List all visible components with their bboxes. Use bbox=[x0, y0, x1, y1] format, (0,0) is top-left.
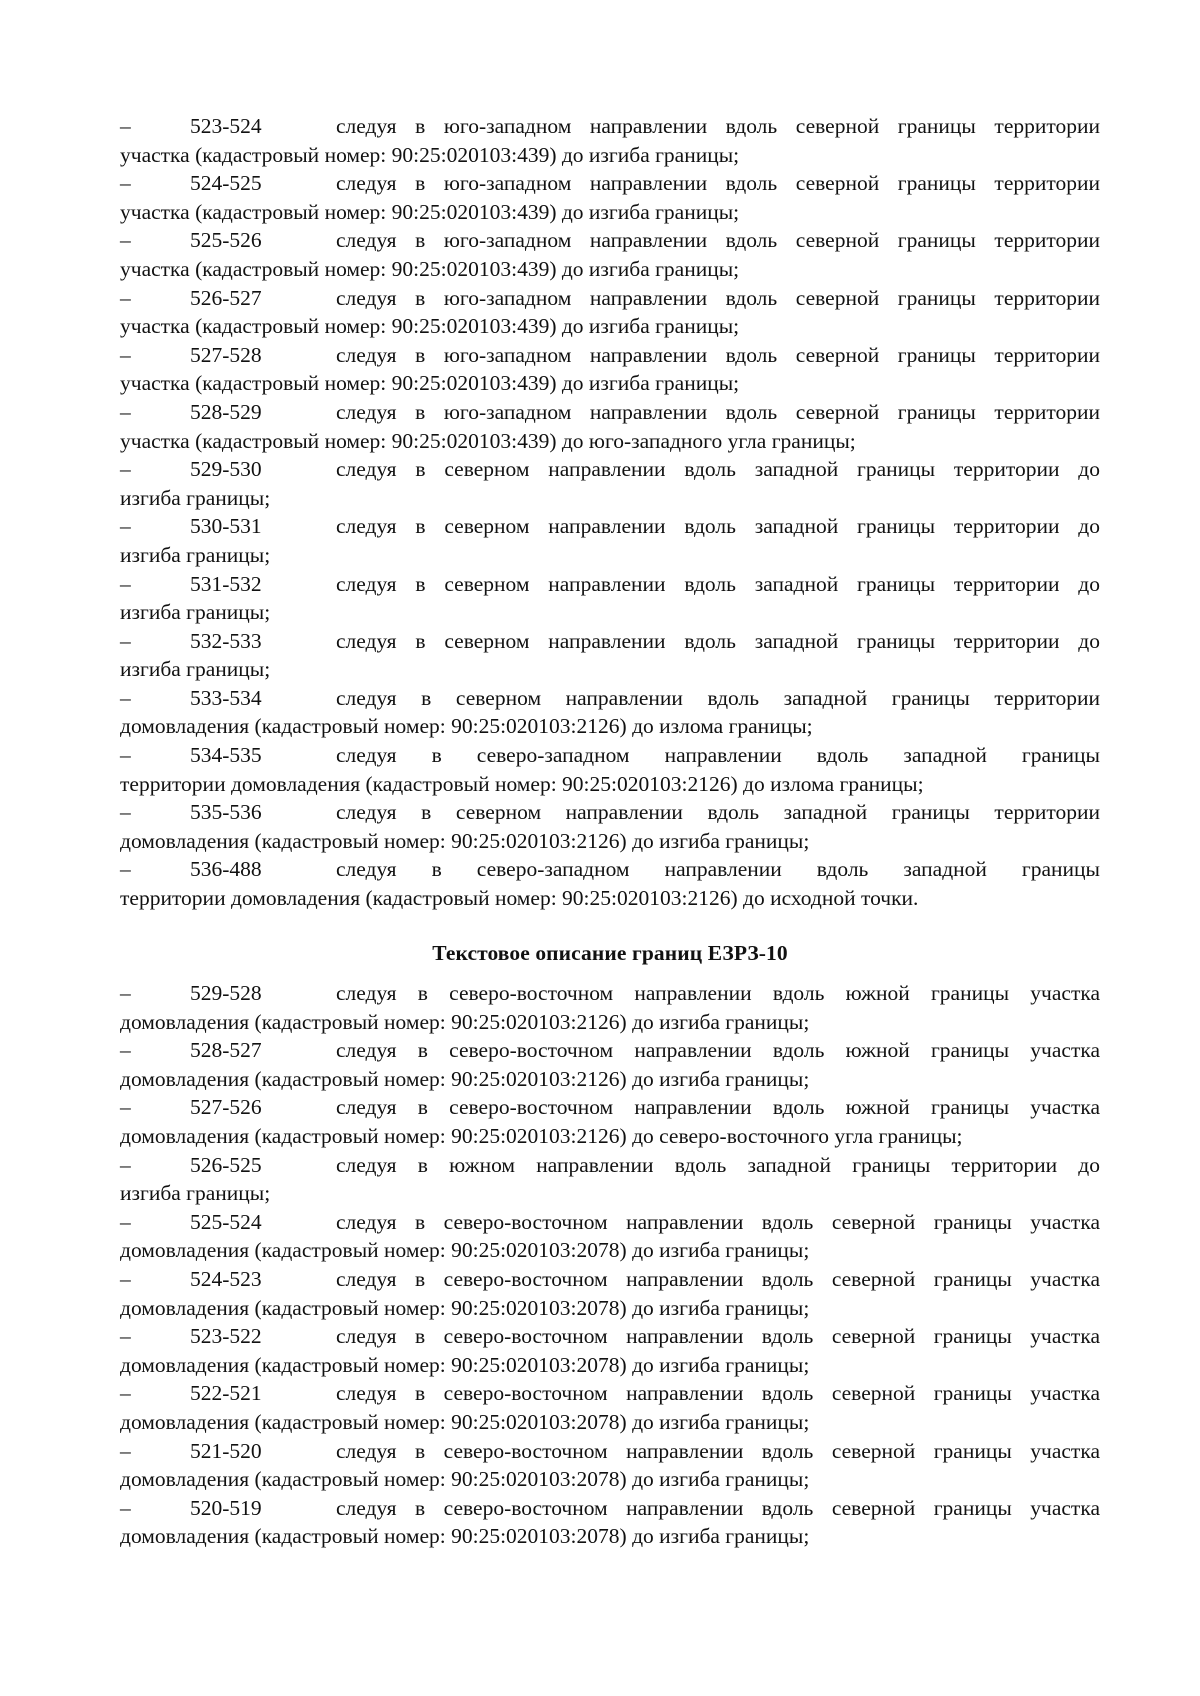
segment-points: 528-529 bbox=[190, 399, 262, 424]
boundary-list-1 bbox=[120, 112, 1100, 913]
segment-points: 524-523 bbox=[190, 1266, 262, 1291]
segment-points: 526-527 bbox=[190, 285, 262, 310]
segment-description-line2: территории домовладения (кадастровый номер: 90:25:020103:2126) до излома границы; bbox=[120, 771, 924, 796]
boundary-entry bbox=[120, 1265, 1100, 1322]
dash-marker: – bbox=[120, 228, 131, 253]
segment-points: 523-522 bbox=[190, 1324, 262, 1349]
dash-marker: – bbox=[120, 171, 131, 196]
segment-points: 523-524 bbox=[190, 114, 262, 138]
boundary-entry bbox=[120, 226, 1100, 283]
boundary-entry bbox=[120, 798, 1100, 855]
segment-description-line2: домовладения (кадастровый номер: 90:25:020103:2126) до изгиба границы; bbox=[120, 1066, 810, 1091]
segment-points: 525-526 bbox=[190, 228, 262, 253]
segment-description-line1: следуя в северо-восточном направлении вдоль северной границы участка bbox=[336, 1438, 1100, 1463]
dash-marker: – bbox=[120, 1381, 131, 1406]
segment-description-line1: следуя в юго-западном направлении вдоль северной границы территории bbox=[336, 228, 1100, 253]
boundary-entry bbox=[120, 1036, 1100, 1093]
segment-description-line1: следуя в северном направлении вдоль западной границы территории до bbox=[336, 514, 1100, 539]
segment-points: 520-519 bbox=[190, 1495, 262, 1520]
segment-description-line2: домовладения (кадастровый номер: 90:25:020103:2126) до северо-восточного угла границы; bbox=[120, 1123, 963, 1148]
segment-description-line2: участка (кадастровый номер: 90:25:020103:439) до изгиба границы; bbox=[120, 199, 740, 224]
segment-description-line2: участка (кадастровый номер: 90:25:020103:439) до изгиба границы; bbox=[120, 314, 740, 339]
boundary-entry bbox=[120, 684, 1100, 741]
dash-marker: – bbox=[120, 857, 131, 882]
segment-points: 527-526 bbox=[190, 1095, 262, 1120]
dash-marker: – bbox=[120, 743, 131, 768]
boundary-entry bbox=[120, 169, 1100, 226]
segment-description-line1: следуя в северо-восточном направлении вдоль северной границы участка bbox=[336, 1381, 1100, 1406]
segment-description-line2: участка (кадастровый номер: 90:25:020103:439) до изгиба границы; bbox=[120, 142, 740, 167]
boundary-entry bbox=[120, 455, 1100, 512]
dash-marker: – bbox=[120, 285, 131, 310]
dash-marker: – bbox=[120, 1038, 131, 1063]
dash-marker: – bbox=[120, 1438, 131, 1463]
segment-points: 527-528 bbox=[190, 342, 262, 367]
segment-description-line2: домовладения (кадастровый номер: 90:25:020103:2078) до изгиба границы; bbox=[120, 1467, 810, 1492]
dash-marker: – bbox=[120, 114, 131, 138]
segment-description-line2: изгиба границы; bbox=[120, 542, 271, 567]
segment-description-line1: следуя в северном направлении вдоль западной границы территории до bbox=[336, 571, 1100, 596]
segment-points: 524-525 bbox=[190, 171, 262, 196]
segment-points: 534-535 bbox=[190, 743, 262, 768]
segment-description-line2: домовладения (кадастровый номер: 90:25:020103:2078) до изгиба границы; bbox=[120, 1409, 810, 1434]
segment-description-line1: следуя в юго-западном направлении вдоль северной границы территории bbox=[336, 171, 1100, 196]
boundary-entry bbox=[120, 112, 1100, 169]
dash-marker: – bbox=[120, 800, 131, 825]
segment-description-line1: следуя в юго-западном направлении вдоль северной границы территории bbox=[336, 114, 1100, 138]
segment-description-line1: следуя в юго-западном направлении вдоль северной границы территории bbox=[336, 342, 1100, 367]
section-heading: Текстовое описание границ ЕЗРЗ-10 bbox=[432, 941, 788, 965]
boundary-entry bbox=[120, 398, 1100, 455]
segment-description-line1: следуя в северо-восточном направлении вдоль южной границы участка bbox=[336, 981, 1100, 1005]
dash-marker: – bbox=[120, 981, 131, 1005]
segment-points: 531-532 bbox=[190, 571, 262, 596]
segment-description-line2: домовладения (кадастровый номер: 90:25:020103:2078) до изгиба границы; bbox=[120, 1238, 810, 1263]
segment-points: 526-525 bbox=[190, 1152, 262, 1177]
segment-description-line1: следуя в северном направлении вдоль западной границы территории до bbox=[336, 457, 1100, 482]
segment-points: 536-488 bbox=[190, 857, 262, 882]
segment-description-line1: следуя в северо-восточном направлении вдоль северной границы участка bbox=[336, 1209, 1100, 1234]
boundary-entry bbox=[120, 627, 1100, 684]
segment-description-line2: участка (кадастровый номер: 90:25:020103:439) до изгиба границы; bbox=[120, 256, 740, 281]
dash-marker: – bbox=[120, 1266, 131, 1291]
segment-points: 533-534 bbox=[190, 685, 262, 710]
segment-description-line1: следуя в северо-восточном направлении вдоль северной границы участка bbox=[336, 1495, 1100, 1520]
boundary-entry bbox=[120, 855, 1100, 912]
segment-description-line2: участка (кадастровый номер: 90:25:020103:439) до изгиба границы; bbox=[120, 371, 740, 396]
boundary-entry bbox=[120, 341, 1100, 398]
dash-marker: – bbox=[120, 1495, 131, 1520]
boundary-entry bbox=[120, 1437, 1100, 1494]
segment-points: 525-524 bbox=[190, 1209, 262, 1234]
boundary-entry bbox=[120, 979, 1100, 1036]
segment-description-line2: изгиба границы; bbox=[120, 485, 271, 510]
boundary-entry bbox=[120, 1379, 1100, 1436]
segment-points: 522-521 bbox=[190, 1381, 262, 1406]
segment-description-line1: следуя в северо-западном направлении вдоль западной границы bbox=[336, 743, 1100, 768]
dash-marker: – bbox=[120, 1324, 131, 1349]
segment-description-line2: домовладения (кадастровый номер: 90:25:020103:2126) до изгиба границы; bbox=[120, 828, 810, 853]
boundary-entry bbox=[120, 1322, 1100, 1379]
dash-marker: – bbox=[120, 399, 131, 424]
segment-description-line2: участка (кадастровый номер: 90:25:020103:439) до юго-западного угла границы; bbox=[120, 428, 856, 453]
segment-description-line2: домовладения (кадастровый номер: 90:25:020103:2078) до изгиба границы; bbox=[120, 1352, 810, 1377]
segment-description-line2: изгиба границы; bbox=[120, 600, 271, 625]
dash-marker: – bbox=[120, 457, 131, 482]
boundary-list-2 bbox=[120, 979, 1100, 1551]
boundary-entry bbox=[120, 1151, 1100, 1208]
segment-points: 521-520 bbox=[190, 1438, 262, 1463]
segment-description-line1: следуя в северо-восточном направлении вдоль южной границы участка bbox=[336, 1038, 1100, 1063]
segment-points: 529-528 bbox=[190, 981, 262, 1005]
dash-marker: – bbox=[120, 685, 131, 710]
dash-marker: – bbox=[120, 571, 131, 596]
dash-marker: – bbox=[120, 628, 131, 653]
segment-points: 529-530 bbox=[190, 457, 262, 482]
dash-marker: – bbox=[120, 1209, 131, 1234]
boundary-entry bbox=[120, 1093, 1100, 1150]
dash-marker: – bbox=[120, 342, 131, 367]
segment-description-line1: следуя в северо-восточном направлении вдоль северной границы участка bbox=[336, 1266, 1100, 1291]
boundary-entry bbox=[120, 1494, 1100, 1551]
segment-description-line2: изгиба границы; bbox=[120, 1181, 271, 1206]
segment-description-line1: следуя в северном направлении вдоль западной границы территории bbox=[336, 685, 1100, 710]
segment-points: 528-527 bbox=[190, 1038, 262, 1063]
segment-description-line2: домовладения (кадастровый номер: 90:25:020103:2078) до изгиба границы; bbox=[120, 1295, 810, 1320]
segment-description-line1: следуя в северо-западном направлении вдоль западной границы bbox=[336, 857, 1100, 882]
segment-description-line2: изгиба границы; bbox=[120, 657, 271, 682]
segment-description-line1: следуя в северном направлении вдоль западной границы территории bbox=[336, 800, 1100, 825]
segment-points: 535-536 bbox=[190, 800, 262, 825]
boundary-entry bbox=[120, 512, 1100, 569]
segment-description-line1: следуя в северо-восточном направлении вдоль северной границы участка bbox=[336, 1324, 1100, 1349]
segment-description-line2: домовладения (кадастровый номер: 90:25:020103:2078) до изгиба границы; bbox=[120, 1524, 810, 1549]
segment-description-line1: следуя в северном направлении вдоль западной границы территории до bbox=[336, 628, 1100, 653]
segment-description-line1: следуя в юго-западном направлении вдоль северной границы территории bbox=[336, 399, 1100, 424]
dash-marker: – bbox=[120, 514, 131, 539]
dash-marker: – bbox=[120, 1095, 131, 1120]
boundary-entry bbox=[120, 570, 1100, 627]
segment-description-line2: домовладения (кадастровый номер: 90:25:020103:2126) до изгиба границы; bbox=[120, 1009, 810, 1034]
segment-description-line2: домовладения (кадастровый номер: 90:25:020103:2126) до излома границы; bbox=[120, 714, 813, 739]
segment-points: 530-531 bbox=[190, 514, 262, 539]
dash-marker: – bbox=[120, 1152, 131, 1177]
segment-description-line1: следуя в северо-восточном направлении вдоль южной границы участка bbox=[336, 1095, 1100, 1120]
boundary-entry bbox=[120, 741, 1100, 798]
segment-points: 532-533 bbox=[190, 628, 262, 653]
boundary-entry bbox=[120, 284, 1100, 341]
segment-description-line1: следуя в юго-западном направлении вдоль северной границы территории bbox=[336, 285, 1100, 310]
segment-description-line1: следуя в южном направлении вдоль западной границы территории до bbox=[336, 1152, 1100, 1177]
boundary-entry bbox=[120, 1208, 1100, 1265]
segment-description-line2: территории домовладения (кадастровый номер: 90:25:020103:2126) до исходной точки. bbox=[120, 886, 919, 911]
